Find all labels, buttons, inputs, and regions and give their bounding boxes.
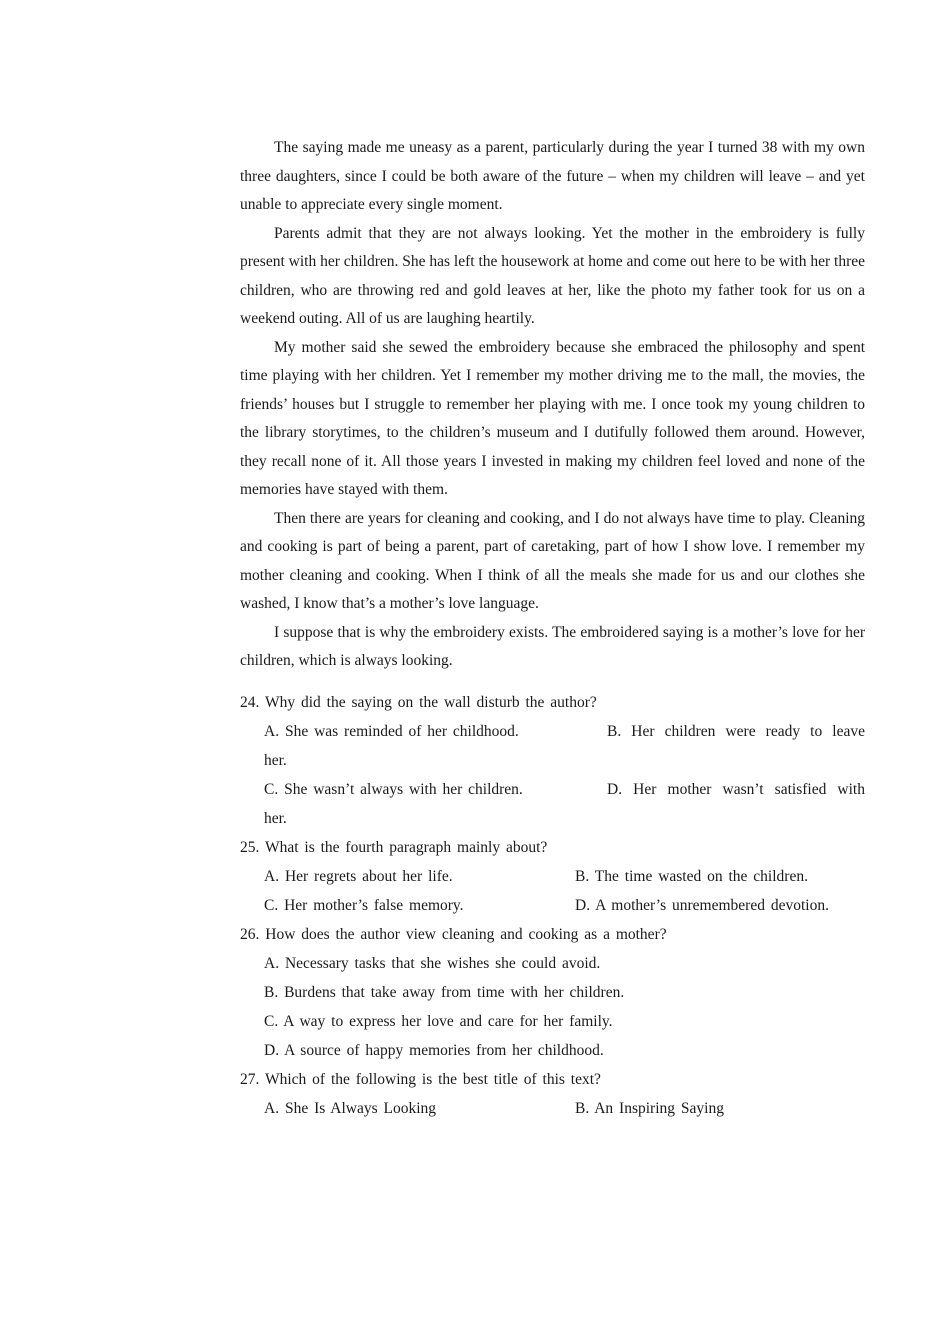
question-26 [240, 920, 865, 1065]
question-24 [240, 688, 865, 833]
option-b: B. An Inspiring Saying [575, 1099, 724, 1117]
question-list [240, 688, 865, 1123]
option-row [264, 891, 865, 920]
question-27 [240, 1065, 865, 1123]
passage-paragraph: The saying made me uneasy as a parent, particularly during the year I turned 38 with my own three daughters, since I could be both aware of the future – when my children will leave – and yet unable to appreciate every single moment. [240, 139, 865, 213]
option-b: B. Her children were ready to leave her. [264, 722, 865, 769]
passage-paragraph: Parents admit that they are not always looking. Yet the mother in the embroidery is fully present with her children. She has left the housework at home and come out here to be with her three children, who are throwing red and gold leaves at her, like the photo my father took for us on a weekend outing. All of us are laughing heartily. [240, 224, 865, 327]
question-stem: 24. Why did the saying on the wall disturb the author? [240, 693, 597, 711]
question-25 [240, 833, 865, 920]
option-row [264, 862, 865, 891]
document-page [240, 134, 865, 1123]
option-a: A. Necessary tasks that she wishes she could avoid. [264, 954, 601, 972]
passage-paragraph: I suppose that is why the embroidery exists. The embroidered saying is a mother’s love for her children, which is always looking. [240, 623, 865, 669]
passage-paragraph: My mother said she sewed the embroidery because she embraced the philosophy and spent time playing with her children. Yet I remember my mother driving me to the mall, the movies, the friends’ houses but I struggle to remember her playing with me. I once took my young children to the library storytimes, to the children’s museum and I dutifully followed them around. However, they recall none of it. All those years I invested in making my children feel loved and none of the memories have stayed with them. [240, 338, 865, 498]
question-stem: 25. What is the fourth paragraph mainly about? [240, 838, 548, 856]
option-row [264, 775, 865, 833]
option-a: A. She Is Always Looking [264, 1099, 437, 1117]
option-c: C. Her mother’s false memory. [264, 896, 464, 914]
question-stem: 27. Which of the following is the best title of this text? [240, 1070, 601, 1088]
reading-passage [240, 134, 865, 676]
option-c: C. A way to express her love and care for her family. [264, 1012, 613, 1030]
option-d: D. Her mother wasn’t satisfied with her. [264, 780, 865, 827]
question-stem: 26. How does the author view cleaning and cooking as a mother? [240, 925, 667, 943]
option-a: A. She was reminded of her childhood. [264, 722, 519, 740]
option-b: B. The time wasted on the children. [575, 867, 808, 885]
passage-paragraph: Then there are years for cleaning and cooking, and I do not always have time to play. Cleaning and cooking is part of being a parent, part of caretaking, part of how I show love. I remember my mother cleaning and cooking. When I think of all the meals she made for us and our clothes she washed, I know that’s a mother’s love language. [240, 509, 865, 612]
option-a: A. Her regrets about her life. [264, 867, 453, 885]
option-c: C. She wasn’t always with her children. [264, 780, 523, 798]
option-row [264, 1094, 865, 1123]
option-b: B. Burdens that take away from time with her children. [264, 983, 625, 1001]
option-d: D. A mother’s unremembered devotion. [575, 896, 829, 914]
option-d: D. A source of happy memories from her childhood. [264, 1041, 604, 1059]
option-row [264, 717, 865, 775]
